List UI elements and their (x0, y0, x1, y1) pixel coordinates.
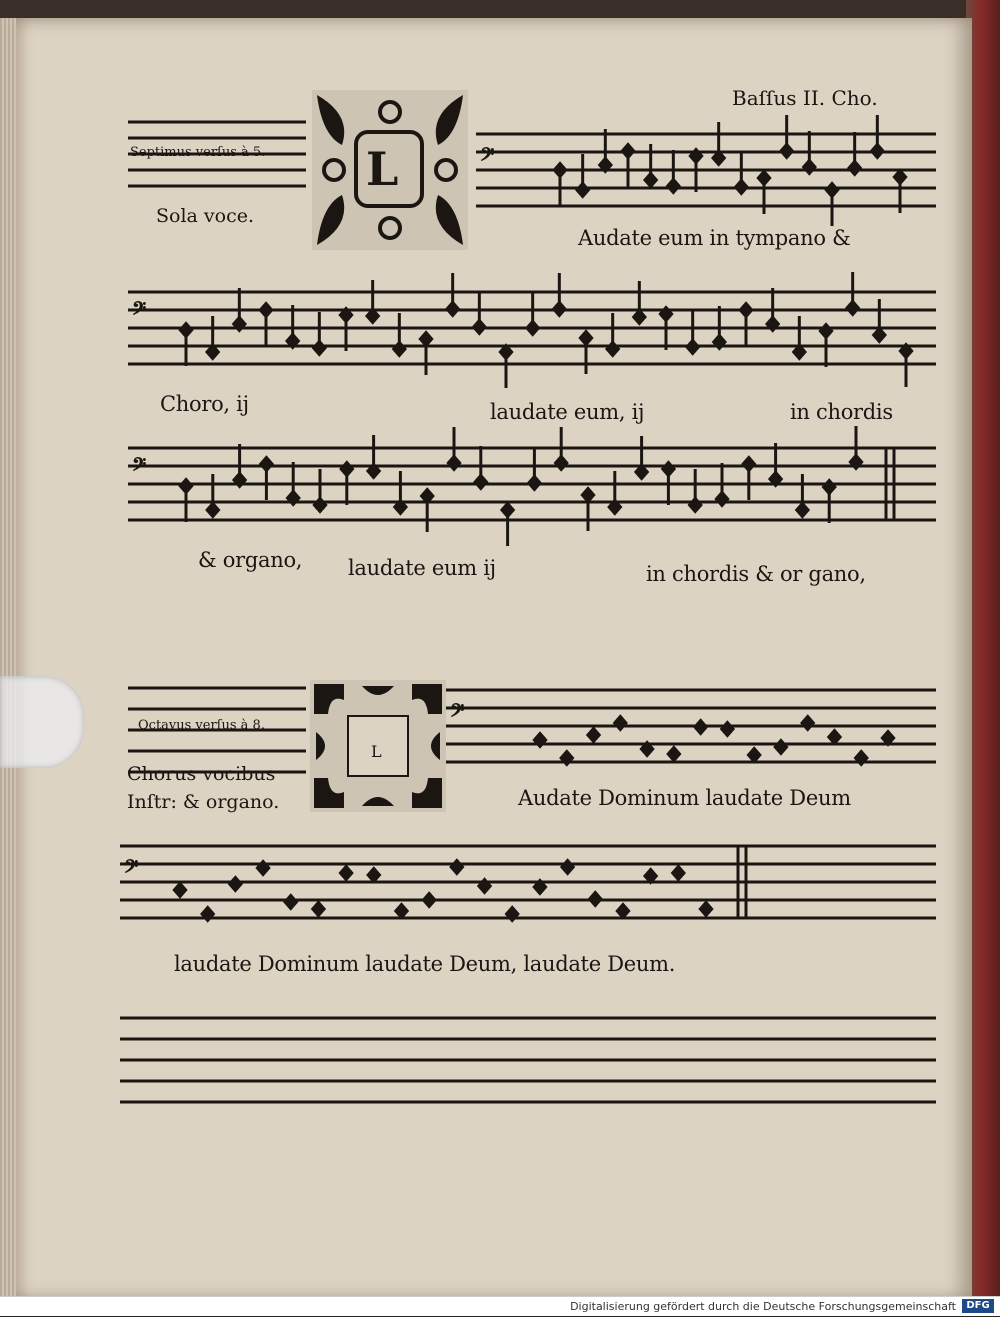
note-head (801, 715, 815, 731)
lyrics-line: Choro, ij (160, 392, 249, 416)
dfg-logo: DFG (962, 1299, 994, 1313)
lyrics-line: in chordis & or gano, (646, 562, 866, 586)
section-label-2: Octavus verſus à 8. (138, 718, 265, 733)
note-head (667, 746, 681, 762)
rubric: Sola voce. (156, 205, 254, 227)
note-head (854, 750, 868, 766)
section-label: Septimus verſus à 5. (130, 145, 266, 160)
note-head (505, 906, 519, 922)
rubric-line: Inſtr: & organo. (127, 791, 280, 813)
note-head (173, 882, 187, 898)
note-head (311, 901, 325, 917)
note-head (533, 732, 547, 748)
note-head (201, 906, 215, 922)
lyrics-line: in chordis (790, 400, 893, 424)
note-head (694, 719, 708, 735)
drop-cap-initial: L (366, 142, 399, 196)
note-head (422, 892, 436, 908)
lyrics-line: Audate eum in tympano & (578, 226, 851, 250)
note-head (699, 901, 713, 917)
clef-glyph: 𝄢 (132, 299, 147, 324)
clef-glyph: 𝄢 (132, 455, 147, 480)
drop-cap-initial-2: L (371, 742, 382, 761)
clef-glyph: 𝄢 (480, 145, 495, 170)
note-head (284, 894, 298, 910)
note-head (450, 859, 464, 875)
note-head (720, 721, 734, 737)
note-head (560, 750, 574, 766)
part-header: Baſſus II. Cho. (732, 86, 878, 110)
lyrics-line: Audate Dominum laudate Deum (518, 786, 851, 810)
note-head (587, 727, 601, 743)
lyrics-line: laudate eum ij (348, 556, 496, 580)
note-head (613, 715, 627, 731)
note-head (671, 865, 685, 881)
note-head (478, 878, 492, 894)
note-head (774, 739, 788, 755)
note-head (588, 891, 602, 907)
lyrics-line: laudate eum, ij (490, 400, 645, 424)
note-head (339, 865, 353, 881)
note-head (561, 859, 575, 875)
clef-glyph: 𝄢 (124, 857, 139, 882)
digitization-credit-bar (0, 1296, 1000, 1316)
clef-glyph: 𝄢 (450, 701, 465, 726)
digitization-credit: Digitalisierung gefördert durch die Deutsche Forschungsgemeinschaft (570, 1300, 956, 1313)
note-head (228, 876, 242, 892)
lyrics-line: laudate Dominum laudate Deum, laudate Deum. (174, 952, 676, 976)
rubric-line: Chorus vocibus (127, 763, 276, 785)
note-head (256, 860, 270, 876)
lyrics-line: & organo, (198, 548, 303, 572)
